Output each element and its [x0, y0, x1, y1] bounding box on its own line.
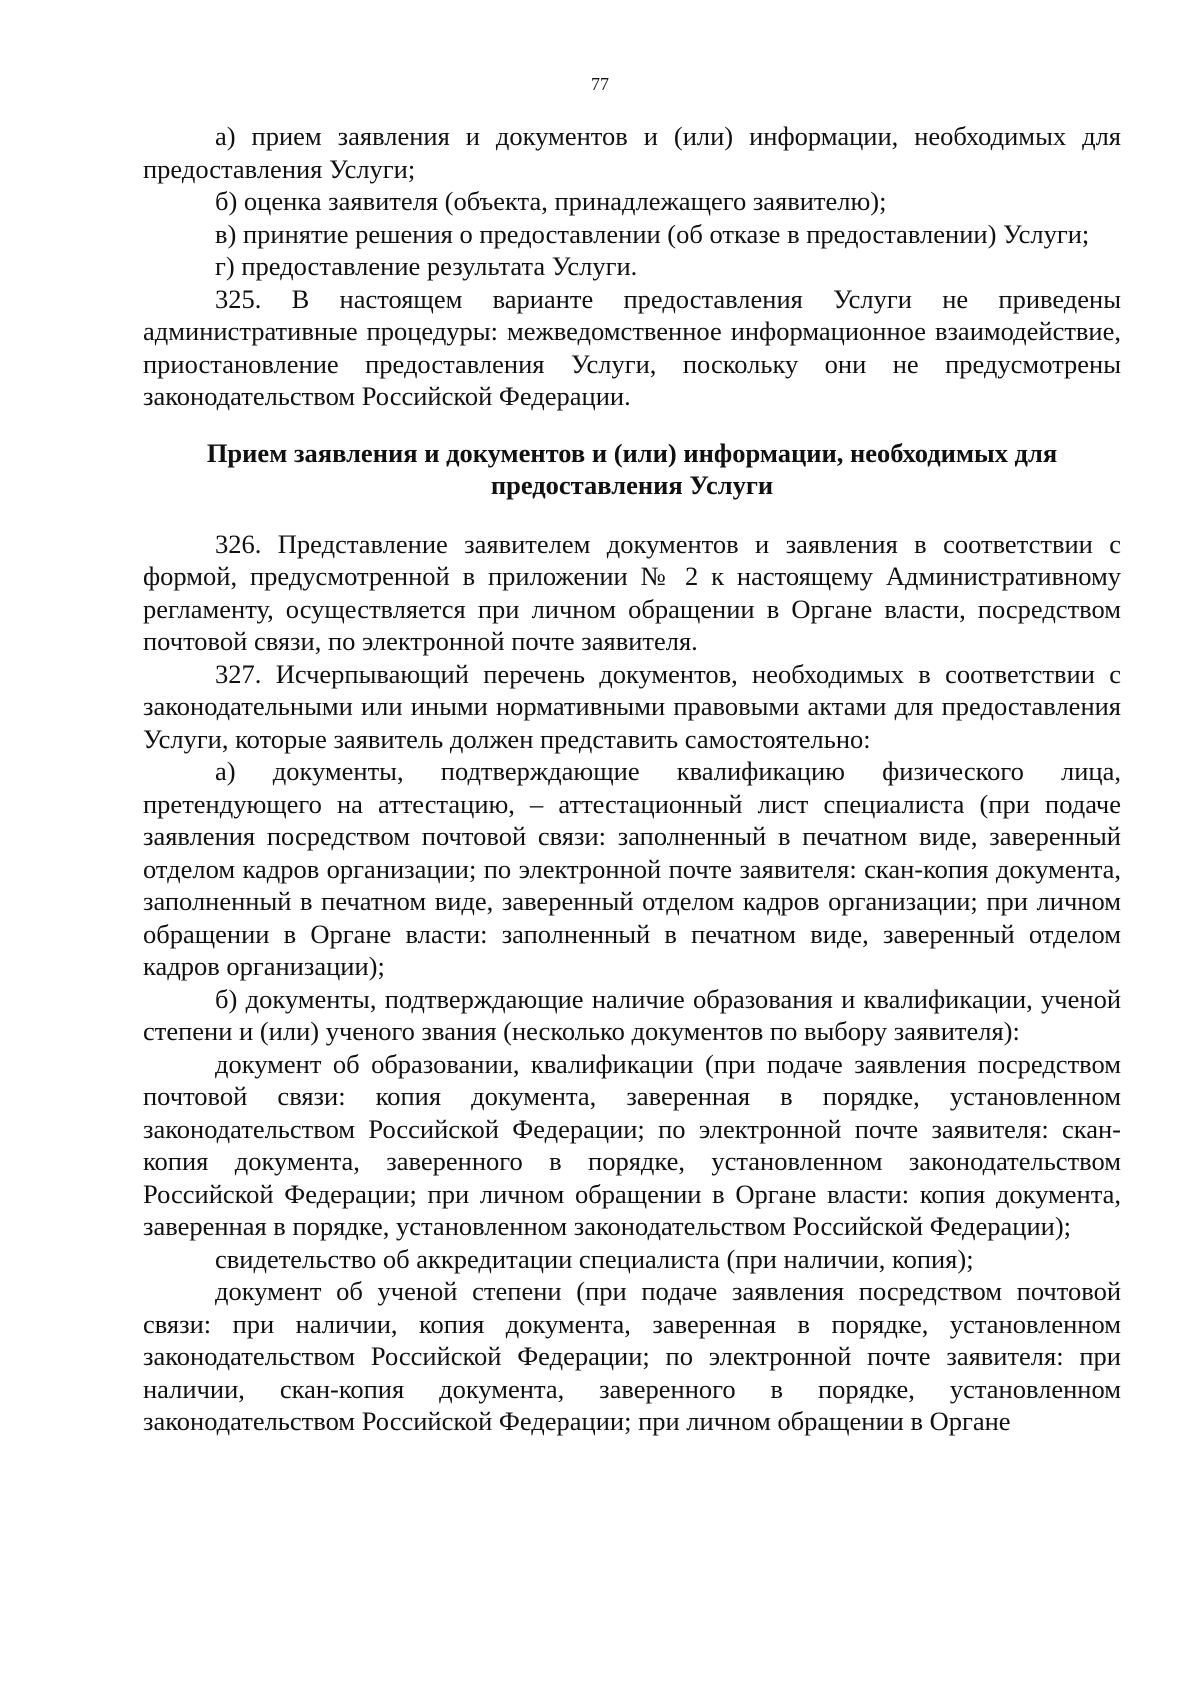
paragraph-item-a: а) прием заявления и документов и (или) информации, необходимых для предоставления Услуги; [143, 121, 1121, 184]
section-heading-line-2: предоставления Услуги [490, 469, 774, 500]
paragraph-327: 327. Исчерпывающий перечень документов, необходимых в соответствии с законодательными или иными нормативными правовыми актами для предоставления Услуги, которые заявитель должен представить самостоятельно: [143, 658, 1121, 754]
paragraph-item-v: в) принятие решения о предоставлении (об отказе в предоставлении) Услуги; [215, 218, 1090, 249]
paragraph-education-document: документ об образовании, квалификации (при подаче заявления посредством почтовой связи: копия документа, заверенная в порядке, установленном законодательством Российской Федерации; по электронной почте заявителя: скан-копия документа, заверенного в порядке, установленном законодательством Российской Федерации; при личном обращении в Органе власти: копия документа, заверенная в порядке, установленном законодательством Российской Федерации); [143, 1048, 1121, 1241]
paragraph-item-b: б) оценка заявителя (объекта, принадлежащего заявителю); [215, 186, 887, 216]
paragraph-accreditation-certificate: свидетельство об аккредитации специалиста (при наличии, копия); [215, 1243, 974, 1274]
paragraph-327-item-b: б) документы, подтверждающие наличие образования и квалификации, ученой степени и (или) ученого звания (несколько документов по выбору заявителя): [143, 983, 1121, 1046]
document-body [143, 120, 1121, 1438]
paragraph-325: 325. В настоящем варианте предоставления Услуги не приведены административные процедуры: межведомственное информационное взаимодействие, приостановление предоставления Услуги, поскольку они не предусмотрены законодательством Российской Федерации. [143, 283, 1121, 411]
paragraph-327-item-a: а) документы, подтверждающие квалификацию физического лица, претендующего на аттестацию, – аттестационный лист специалиста (при подаче заявления посредством почтовой связи: заполненный в печатном виде, заверенный отделом кадров организации; по электронной почте заявителя: скан-копия документа, заполненный в печатном виде, заверенный отделом кадров организации; при личном обращении в Органе власти: заполненный в печатном виде, заверенный отделом кадров организации); [143, 756, 1121, 981]
section-heading-line-1: Прием заявления и документов и (или) информации, необходимых для [206, 437, 1058, 468]
paragraph-326: 326. Представление заявителем документов и заявления в соответствии с формой, предусмотренной в приложении № 2 к настоящему Административному регламенту, осуществляется при личном обращении в Органе власти, посредством почтовой связи, по электронной почте заявителя. [143, 528, 1121, 656]
page-number: 77 [591, 74, 609, 94]
spacer [143, 501, 1121, 528]
section-heading [143, 437, 1121, 501]
paragraph-academic-degree-document: документ об ученой степени (при подаче заявления посредством почтовой связи: при наличии, копия документа, заверенная в порядке, установленном законодательством Российской Федерации; по электронной почте заявителя: при наличии, скан-копия документа, заверенного в порядке, установленном законодательством Российской Федерации; при личном обращении в Органе [143, 1276, 1121, 1436]
paragraph-item-g: г) предоставление результата Услуги. [215, 251, 638, 281]
spacer [143, 413, 1121, 437]
